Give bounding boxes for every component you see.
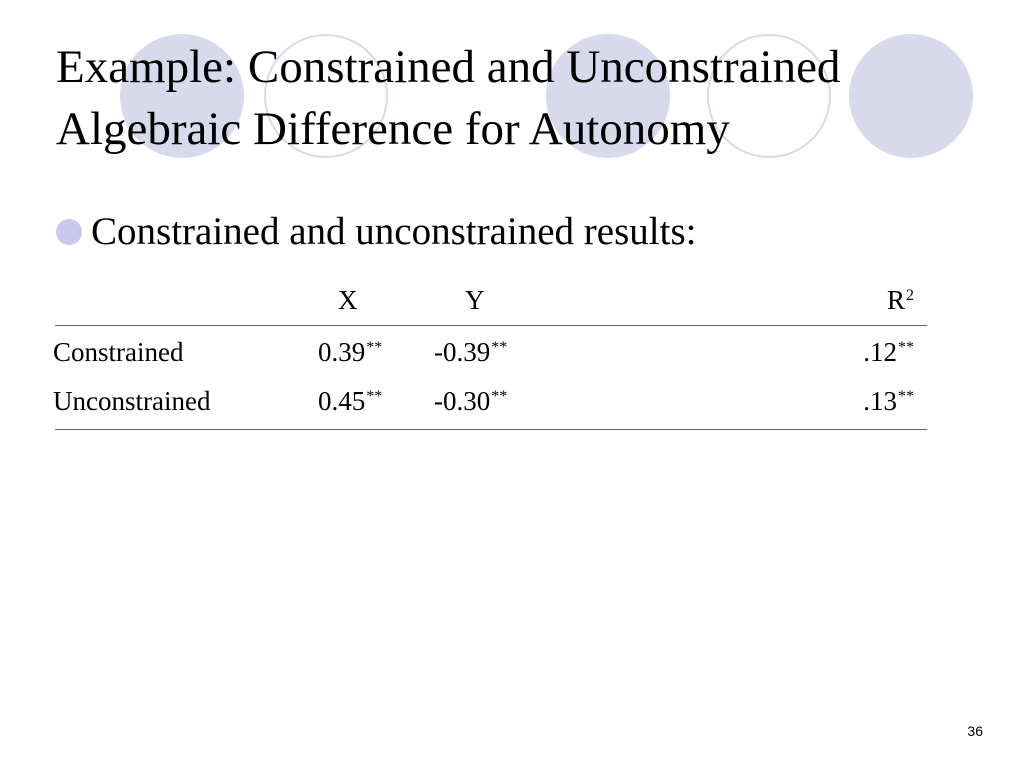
table-rule-top bbox=[55, 325, 927, 326]
row-constrained-x-value: 0.39 bbox=[318, 337, 366, 367]
row-constrained-r2 bbox=[863, 335, 914, 369]
slide-title-line-2: Algebraic Difference for Autonomy bbox=[56, 103, 730, 155]
bullet-item bbox=[56, 206, 696, 258]
row-constrained-y bbox=[434, 335, 507, 369]
row-unconstrained-r2-sig: ** bbox=[898, 388, 914, 405]
row-unconstrained-r2-value: .13 bbox=[863, 386, 897, 416]
row-constrained-y-sig: ** bbox=[491, 339, 508, 356]
row-unconstrained-x-value: 0.45 bbox=[318, 386, 366, 416]
row-constrained-label: Constrained bbox=[53, 337, 184, 367]
row-unconstrained-x-sig: ** bbox=[366, 388, 383, 405]
page-number: 36 bbox=[967, 723, 983, 739]
header-r2-superscript: 2 bbox=[906, 287, 914, 304]
row-unconstrained-x bbox=[318, 384, 382, 418]
row-constrained-r2-sig: ** bbox=[898, 339, 914, 356]
row-unconstrained-label: Unconstrained bbox=[53, 386, 211, 416]
row-constrained-y-value: -0.39 bbox=[434, 337, 491, 367]
header-x: X bbox=[338, 285, 358, 315]
header-r2-base: R bbox=[886, 285, 905, 315]
header-y: Y bbox=[465, 285, 485, 315]
header-r2 bbox=[887, 283, 914, 317]
row-unconstrained-y-value: -0.30 bbox=[434, 386, 491, 416]
row-unconstrained-y bbox=[434, 384, 507, 418]
slide-title bbox=[56, 36, 996, 160]
bullet-text: Constrained and unconstrained results: bbox=[91, 210, 697, 253]
row-constrained-r2-value: .12 bbox=[863, 337, 897, 367]
row-unconstrained-r2 bbox=[863, 384, 914, 418]
row-constrained-x-sig: ** bbox=[366, 339, 383, 356]
row-unconstrained-y-sig: ** bbox=[491, 388, 508, 405]
bullet-dot-icon bbox=[56, 219, 82, 245]
slide-title-line-1: Example: Constrained and Unconstrained bbox=[56, 41, 841, 93]
row-constrained-x bbox=[318, 335, 382, 369]
table-rule-bottom bbox=[55, 429, 927, 430]
